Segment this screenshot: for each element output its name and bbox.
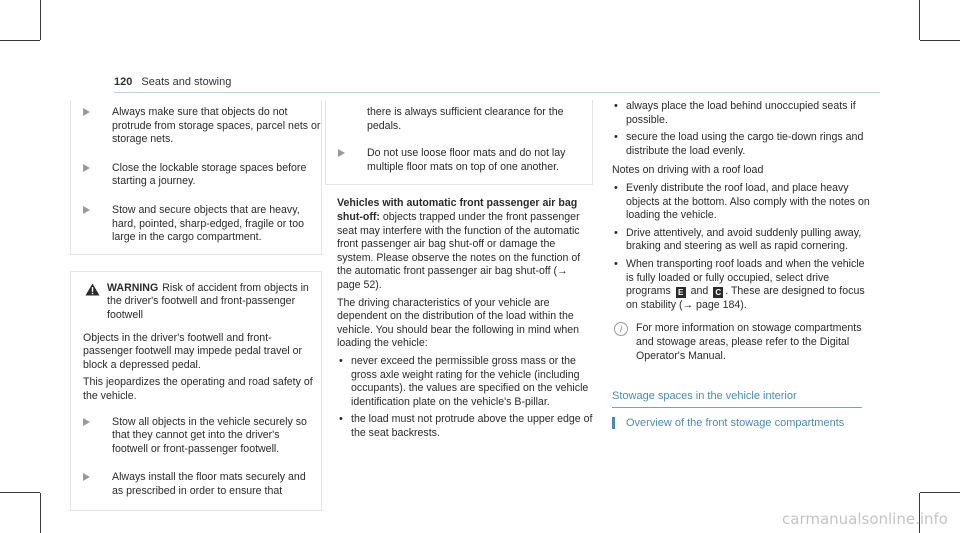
step-text: Close the lockable storage spaces before starting a journey. bbox=[112, 161, 307, 188]
drive-program-c-icon: C bbox=[713, 287, 723, 298]
column-2-body bbox=[325, 197, 593, 440]
crop-mark bbox=[919, 0, 920, 40]
section-heading: Stowage spaces in the vehicle interior bbox=[612, 390, 862, 408]
warning-box bbox=[70, 271, 322, 512]
list-item: • never exceed the permissible gross mass or the gross axle weight rating for the vehicle (including occupants). the values are specified on the vehicle identification plate on the vehicle's B-pillar. bbox=[337, 355, 593, 409]
loading-list bbox=[337, 355, 593, 441]
crop-mark bbox=[40, 493, 41, 533]
arrow-icon bbox=[338, 149, 345, 157]
column-2 bbox=[325, 100, 593, 444]
warning-label: WARNING bbox=[107, 281, 159, 294]
watermark: carmanualsonline.info bbox=[782, 510, 948, 529]
list-item: • Evenly distribute the roof load, and place heavy objects at the bottom. Also comply with the notes on loading the vehicle. bbox=[612, 182, 872, 223]
warning-continuation bbox=[325, 100, 593, 185]
instruction-step bbox=[83, 471, 315, 498]
sub-heading-text: Overview of the front stowage compartments bbox=[626, 416, 845, 429]
list-item-text: When transporting roof loads and when the vehicle is fully loaded or fully occupied, select drive programs bbox=[626, 257, 865, 298]
info-icon: i bbox=[614, 322, 628, 336]
step-text: Stow and secure objects that are heavy, hard, pointed, sharp-edged, fragile or too large in the cargo compartment. bbox=[112, 203, 304, 244]
instruction-step bbox=[71, 106, 321, 147]
step-text: Stow all objects in the vehicle securely so that they cannot get into the driver's footwell or front-passenger footwell. bbox=[112, 415, 307, 455]
load-list bbox=[612, 100, 872, 158]
instruction-step bbox=[338, 147, 586, 174]
airbag-text: objects trapped under the front passenger seat may interfere with the function of the automatic front passenger air bag shut-off or damage the system. Please observe the notes on the function of the automatic front passenger air bag shut-off (→ page 52). bbox=[337, 210, 581, 291]
airbag-heading: Vehicles with automatic front passenger air bag shut-off: bbox=[337, 197, 578, 223]
list-item: • always place the load behind unoccupied seats if possible. bbox=[612, 100, 872, 127]
warning-paragraph: This jeopardizes the operating and road safety of the vehicle. bbox=[83, 376, 313, 402]
step-text: Do not use loose floor mats and do not lay multiple floor mats on top of one another. bbox=[367, 147, 566, 173]
arrow-icon bbox=[83, 473, 90, 481]
instruction-step bbox=[83, 416, 315, 457]
column-1 bbox=[70, 100, 322, 511]
warning-title-text: Risk of accident from objects in the driver's footwell and front-passenger footwell bbox=[107, 281, 309, 321]
sub-heading bbox=[612, 417, 872, 431]
arrow-icon bbox=[83, 108, 90, 116]
list-item: • Drive attentively, and avoid suddenly pulling away, braking and steering as well as rapid cornering. bbox=[612, 227, 872, 254]
warning-icon bbox=[85, 283, 100, 296]
page-number: 120 bbox=[114, 76, 133, 88]
crop-mark bbox=[920, 492, 960, 493]
drive-program-e-icon: E bbox=[676, 287, 686, 298]
arrow-icon bbox=[83, 206, 90, 214]
info-note bbox=[612, 322, 872, 363]
continued-text: there is always sufficient clearance for the pedals. bbox=[367, 106, 564, 132]
roof-load-intro: Notes on driving with a roof load bbox=[612, 164, 764, 177]
instruction-step bbox=[71, 162, 321, 189]
arrow-icon bbox=[83, 164, 90, 172]
column-3 bbox=[612, 100, 872, 430]
warning-paragraph: Objects in the driver's footwell and front-passenger footwell may impede pedal travel or block a depressed pedal. bbox=[83, 331, 303, 371]
instruction-step bbox=[71, 204, 321, 245]
list-item bbox=[612, 258, 872, 312]
arrow-icon bbox=[83, 418, 90, 426]
list-item: • the load must not protrude above the upper edge of the seat backrests. bbox=[337, 413, 593, 440]
list-item-text: . These are designed to focus on stability (→ page 184). bbox=[626, 285, 865, 311]
page-header bbox=[114, 76, 231, 90]
note-text: For more information on stowage compartments and stowage areas, please refer to the Digital Operator's Manual. bbox=[636, 322, 862, 362]
section-title: Seats and stowing bbox=[141, 76, 232, 88]
crop-mark bbox=[0, 40, 40, 41]
header-rule bbox=[114, 92, 880, 93]
crop-mark bbox=[0, 492, 40, 493]
steps-box bbox=[70, 100, 322, 255]
crop-mark bbox=[920, 40, 960, 41]
step-text: Always install the floor mats securely and as prescribed in order to ensure that bbox=[112, 471, 306, 497]
roof-load-list bbox=[612, 182, 872, 312]
warning-title bbox=[83, 282, 315, 323]
list-item: • secure the load using the cargo tie-down rings and distribute the load evenly. bbox=[612, 131, 872, 158]
crop-mark bbox=[40, 0, 41, 40]
heading-bar bbox=[612, 417, 615, 429]
loading-paragraph: The driving characteristics of your vehicle are dependent on the distribution of the load within the vehicle. You should bear the following in mind when loading the vehicle: bbox=[337, 296, 580, 350]
step-text: Always make sure that objects do not protrude from storage spaces, parcel nets or storage nets. bbox=[112, 106, 321, 146]
airbag-paragraph bbox=[337, 197, 593, 292]
list-item-text: and bbox=[687, 285, 712, 298]
